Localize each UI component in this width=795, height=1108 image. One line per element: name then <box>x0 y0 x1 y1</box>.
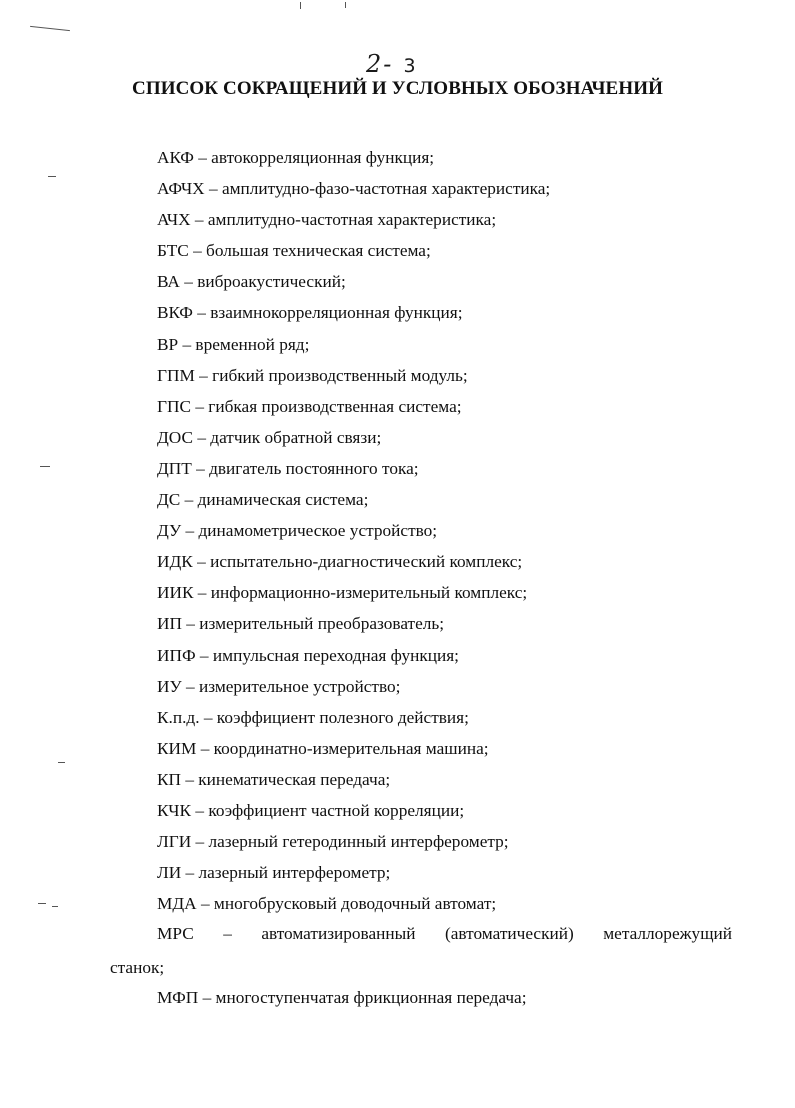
abbreviation-entry: ДОС – датчик обратной связи; <box>157 427 382 447</box>
handwritten-page-mark: 2- <box>366 50 394 78</box>
abbreviation-entry: ВКФ – взаимнокорреляционная функция; <box>157 303 463 323</box>
abbreviation-entry: К.п.д. – коэффициент полезного действия; <box>157 707 469 727</box>
printed-page-number: 3 <box>403 55 420 77</box>
wrapped-entry-continuation: станок; <box>110 957 165 977</box>
abbreviation-entry: ЛГИ – лазерный гетеродинный интерферометр; <box>157 832 509 852</box>
abbreviation-entry: ВР – временной ряд; <box>157 334 310 354</box>
abbreviation-entry: ИП – измерительный преобразователь; <box>157 614 445 634</box>
abbreviation-entry: ГПМ – гибкий производственный модуль; <box>157 365 468 385</box>
scan-artifact <box>40 466 50 467</box>
scan-artifact <box>52 906 58 907</box>
abbreviation-list <box>110 142 732 1013</box>
abbreviation-entry: ИПФ – импульсная переходная функция; <box>157 645 459 665</box>
wrapped-entry-first-line: МРС – автоматизированный (автоматический) металлорежущий <box>157 924 732 944</box>
abbreviation-entry: ГПС – гибкая производственная система; <box>157 396 462 416</box>
abbreviation-entry: ДПТ – двигатель постоянного тока; <box>157 458 419 478</box>
page-number <box>366 50 420 78</box>
abbreviation-entry: АКФ – автокорреляционная функция; <box>157 148 435 167</box>
abbreviation-entry: КП – кинематическая передача; <box>157 769 391 789</box>
scan-artifact <box>30 26 70 31</box>
abbreviation-entry: ВА – виброакустический; <box>157 272 346 292</box>
abbreviation-entry: ИИК – информационно-измерительный комплекс; <box>157 583 528 603</box>
scan-artifact <box>48 176 56 177</box>
abbreviation-entry: БТС – большая техническая система; <box>157 241 431 261</box>
abbreviation-entry: МФП – многоступенчатая фрикционная передача; <box>157 988 527 1008</box>
scan-artifact <box>58 762 65 763</box>
scan-artifact <box>345 2 346 8</box>
scan-artifact <box>38 903 46 904</box>
abbreviation-entry: АЧХ – амплитудно-частотная характеристика; <box>157 210 497 230</box>
abbreviation-entry: КИМ – координатно-измерительная машина; <box>157 738 489 758</box>
scan-artifact <box>300 2 301 9</box>
abbreviation-entry: МДА – многобрусковый доводочный автомат; <box>157 894 497 914</box>
page-title: СПИСОК СОКРАЩЕНИЙ И УСЛОВНЫХ ОБОЗНАЧЕНИЙ <box>132 78 663 99</box>
abbreviation-entry: ИДК – испытательно-диагностический комплекс; <box>157 552 523 572</box>
abbreviation-entry: ДУ – динамометрическое устройство; <box>157 521 438 541</box>
abbreviation-entry: КЧК – коэффициент частной корреляции; <box>157 800 465 820</box>
abbreviation-entry: ИУ – измерительное устройство; <box>157 676 401 696</box>
abbreviation-entry-wrapped <box>110 917 732 984</box>
abbreviation-entry: ДС – динамическая система; <box>157 490 369 510</box>
abbreviation-entry: ЛИ – лазерный интерферометр; <box>157 863 391 883</box>
abbreviation-entry: АФЧХ – амплитудно-фазо-частотная характеристика; <box>157 179 551 199</box>
